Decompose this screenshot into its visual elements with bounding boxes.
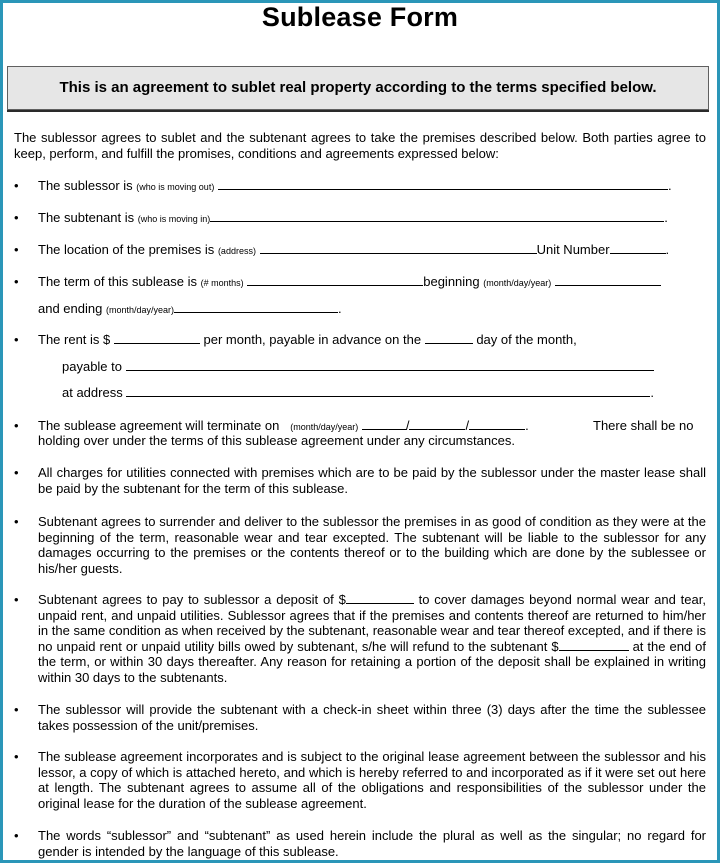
location-label: The location of the premises is	[38, 242, 215, 257]
rent-day-suffix: day of the month,	[476, 332, 577, 347]
deposit-clause	[38, 592, 706, 685]
rent-label: The rent is $	[38, 332, 111, 347]
unit-number-field[interactable]	[610, 242, 666, 254]
sublessor-hint: (who is moving out)	[136, 182, 215, 192]
ending-label: and ending	[38, 301, 103, 316]
at-address-label: at address	[62, 385, 123, 400]
bullet: •	[14, 242, 19, 257]
terminate-label: The sublease agreement will terminate on	[38, 418, 280, 433]
beginning-hint: (month/day/year)	[483, 278, 552, 288]
bullet: •	[14, 592, 19, 607]
bullet: •	[14, 418, 19, 433]
payable-to-field[interactable]	[126, 359, 654, 371]
subtenant-line	[38, 210, 668, 228]
period: .	[338, 301, 342, 316]
rent-per-month: per month, payable in advance on the	[203, 332, 422, 347]
terminate-month-field[interactable]	[362, 418, 406, 430]
bullet: •	[14, 274, 19, 289]
period: .	[664, 210, 668, 225]
location-hint: (address)	[217, 246, 256, 256]
terminate-line-2: holding over under the terms of this sublease agreement under any circumstances.	[38, 433, 515, 448]
subtenant-field[interactable]	[210, 210, 664, 222]
location-line	[38, 242, 669, 260]
at-address-field[interactable]	[126, 385, 650, 397]
bullet: •	[14, 749, 19, 764]
date-separator: /	[405, 418, 410, 433]
date-separator: /	[465, 418, 470, 433]
location-field[interactable]	[260, 242, 537, 254]
checkin-clause: The sublessor will provide the subtenant with a check-in sheet within three (3) days after the time the sublessee takes possession of the unit/premises.	[38, 702, 706, 733]
beginning-date-field[interactable]	[555, 274, 661, 286]
bullet: •	[14, 178, 19, 193]
bullet: •	[14, 514, 19, 529]
terminate-suffix: There shall be no	[593, 418, 694, 433]
bullet: •	[14, 828, 19, 843]
refund-amount-field[interactable]	[559, 639, 629, 651]
period: .	[665, 242, 670, 257]
period: .	[667, 178, 672, 193]
words-clause: The words “sublessor” and “subtenant” as used herein include the plural as well as the singular; no regard for gender is intended by the language of this sublease.	[38, 828, 706, 859]
deposit-amount-field[interactable]	[346, 592, 414, 604]
bullet: •	[14, 210, 19, 225]
beginning-label: beginning	[423, 274, 480, 289]
term-hint: (# months)	[200, 278, 244, 288]
sublessor-field[interactable]	[218, 178, 668, 190]
bullet: •	[14, 702, 19, 717]
ending-date-field[interactable]	[174, 301, 338, 313]
period: .	[650, 385, 654, 400]
payable-to-line	[62, 359, 654, 375]
ending-hint: (month/day/year)	[105, 305, 174, 315]
bullet: •	[14, 332, 19, 347]
bullet: •	[14, 465, 19, 480]
term-label: The term of this sublease is	[38, 274, 197, 289]
subtenant-hint: (who is moving in)	[137, 214, 211, 224]
intro-text: The sublessor agrees to sublet and the subtenant agrees to take the premises described below. Both parties agree to keep, perform, and fulfill the promises, conditions and agreements expressed below:	[14, 130, 706, 161]
incorporates-clause: The sublease agreement incorporates and is subject to the original lease agreement between the sublessor and his lessor, a copy of which is attached hereto, and which is hereby referred to and incorporated as if it were set out here at length. The subtenant agrees to assume all of the obligations and responsibilities of the sublessor under the original lease for the duration of the sublease agreement.	[38, 749, 706, 811]
sublessor-line	[38, 178, 672, 196]
page-title: Sublease Form	[261, 2, 459, 32]
term-end-line	[38, 301, 342, 319]
term-line	[38, 274, 661, 292]
term-months-field[interactable]	[247, 274, 423, 286]
payable-to-label: payable to	[62, 359, 122, 374]
terminate-hint: (month/day/year)	[290, 422, 359, 432]
deposit-text-b: to cover damages beyond normal wear and tear, unpaid rent, and unpaid utilities. Sublessor agrees that if the premises and contents thereof are returned to him/her in the same condition as when received by the subtenant, reasonable wear and tear thereof excepted, and if there is no unpaid rent or unpaid utility bills owed by subtenant, s/he will refund to the subtenant $	[38, 592, 706, 654]
deposit-text-c: at the end of the term, or within 30 days thereafter. Any reason for retaining a portion of the deposit shall be explained in writing within 30 days to the subtenants.	[38, 638, 706, 685]
rent-amount-field[interactable]	[114, 332, 200, 344]
deposit-text-a: Subtenant agrees to pay to sublessor a deposit of $	[38, 592, 346, 607]
unit-number-label: Unit Number	[536, 242, 610, 257]
subtenant-label: The subtenant is	[38, 210, 135, 225]
terminate-year-field[interactable]	[469, 418, 525, 430]
sublessor-label: The sublessor is	[38, 178, 133, 193]
rent-line	[38, 332, 577, 348]
period: .	[525, 418, 529, 433]
agreement-banner: This is an agreement to sublet real property according to the terms specified below.	[7, 66, 709, 110]
terminate-day-field[interactable]	[409, 418, 465, 430]
rent-day-field[interactable]	[425, 332, 473, 344]
surrender-clause: Subtenant agrees to surrender and deliver to the sublessor the premises in as good of condition as they were at the beginning of the term, reasonable wear and tear excepted. The subtenant will be liable to the sublessor for any damages occurring to the premises or the contents thereof or to the building which are done by the sublessee or his/her guests.	[38, 514, 706, 576]
at-address-line	[62, 385, 654, 401]
utilities-clause: All charges for utilities connected with premises which are to be paid by the sublessor under the master lease shall be paid by the subtenant for the term of this sublease.	[38, 465, 706, 496]
